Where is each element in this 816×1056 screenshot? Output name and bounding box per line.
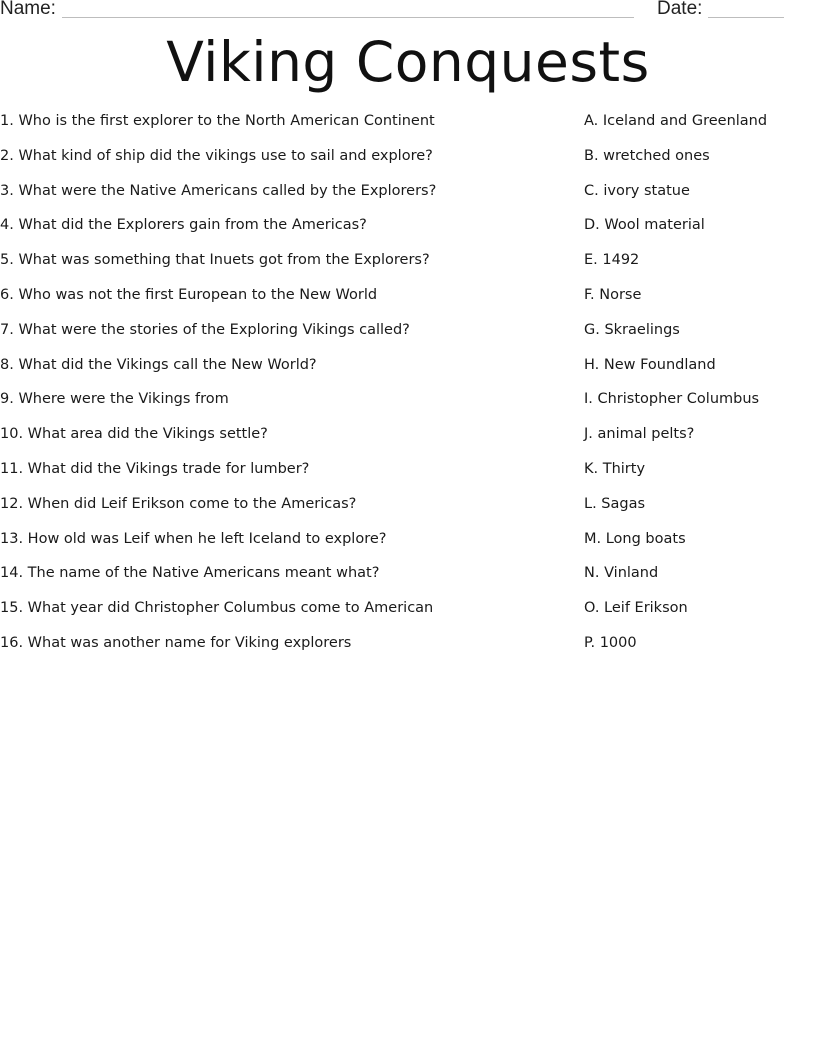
answer-item: M. Long boats xyxy=(584,530,686,547)
answer-item: G. Skraelings xyxy=(584,321,680,338)
questions-list xyxy=(0,111,560,668)
date-blank-line[interactable] xyxy=(708,17,784,18)
question-item: 2. What kind of ship did the vikings use to sail and explore? xyxy=(0,147,433,164)
answer-item: A. Iceland and Greenland xyxy=(584,113,768,129)
page-title: Viking Conquests xyxy=(166,30,650,94)
question-item: 1. Who is the first explorer to the North American Continent xyxy=(0,113,435,129)
name-label: Name: xyxy=(0,0,56,19)
answer-item: I. Christopher Columbus xyxy=(584,391,760,408)
question-item: 14. The name of the Native Americans meant what? xyxy=(0,565,380,582)
answer-item: D. Wool material xyxy=(584,217,705,234)
answers-list xyxy=(584,111,814,668)
answer-item: B. wretched ones xyxy=(584,147,710,164)
answer-item: L. Sagas xyxy=(584,495,646,512)
question-item: 11. What did the Vikings trade for lumber? xyxy=(0,460,310,477)
question-item: 10. What area did the Vikings settle? xyxy=(0,426,268,443)
date-label: Date: xyxy=(657,0,703,19)
answer-item: J. animal pelts? xyxy=(584,426,695,443)
question-item: 5. What was something that Inuets got from the Explorers? xyxy=(0,252,430,269)
worksheet-header xyxy=(0,0,816,24)
question-item: 4. What did the Explorers gain from the Americas? xyxy=(0,217,367,234)
question-item: 9. Where were the Vikings from xyxy=(0,391,229,408)
question-item: 7. What were the stories of the Exploring Vikings called? xyxy=(0,321,410,338)
name-blank-line[interactable] xyxy=(62,17,634,18)
answer-item: F. Norse xyxy=(584,286,642,303)
question-item: 16. What was another name for Viking explorers xyxy=(0,634,352,651)
answer-item: C. ivory statue xyxy=(584,182,690,199)
question-item: 15. What year did Christopher Columbus come to American xyxy=(0,600,434,617)
answer-item: P. 1000 xyxy=(584,634,637,651)
answer-item: O. Leif Erikson xyxy=(584,600,688,617)
question-item: 13. How old was Leif when he left Iceland to explore? xyxy=(0,530,387,547)
question-item: 6. Who was not the first European to the New World xyxy=(0,286,378,303)
question-item: 3. What were the Native Americans called by the Explorers? xyxy=(0,182,437,199)
question-item: 12. When did Leif Erikson come to the Americas? xyxy=(0,495,357,512)
answer-item: K. Thirty xyxy=(584,460,646,477)
answer-item: N. Vinland xyxy=(584,565,659,582)
answer-item: H. New Foundland xyxy=(584,356,716,373)
answer-item: E. 1492 xyxy=(584,252,640,269)
question-item: 8. What did the Vikings call the New World? xyxy=(0,356,317,373)
